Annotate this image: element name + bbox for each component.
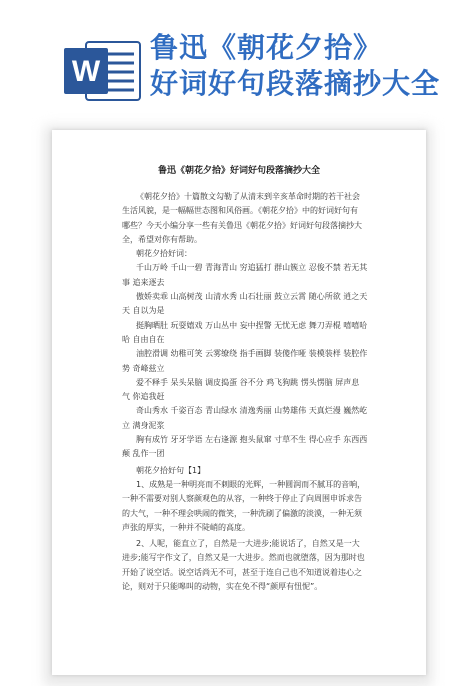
body-line: 的大气，一种不理会哄闹的微笑，一种洗刷了偏激的淡漠，一种无须	[122, 508, 362, 518]
body-line: 挺胸晒肚 玩耍嬉戏 万山丛中 妄中捏警 无忧无虑 舞刀弄棍 嘻嘻哈	[136, 320, 368, 330]
body-line: 奇山秀水 千姿百态 青山绿水 清逸秀丽 山势雄伟 天真烂漫 巍然屹	[136, 406, 368, 416]
logo-letter: W	[71, 55, 101, 88]
body-line: 朝花夕拾好词：	[136, 249, 192, 259]
document-page	[52, 130, 426, 675]
body-line: 哈 自由自在	[122, 334, 165, 344]
body-line: 千山万岭 千山一碧 青海青山 穷追猛打 群山簇立 忍俊不禁 若无其	[136, 263, 368, 273]
body-line: 声张的厚实，一种并不陡峭的高度。	[122, 522, 250, 532]
body-line: 全，希望对你有帮助。	[122, 234, 202, 244]
body-line: 爱不释手 呆头呆脑 调皮捣蛋 谷不分 鸡飞狗跳 愣头愣脑 屏声息	[136, 377, 360, 387]
section-heading: 朝花夕拾好句【1】	[136, 465, 206, 475]
page-title-line-1: 鲁迅《朝花夕拾》	[150, 31, 383, 64]
page-title-line-2: 好词好句段落摘抄大全	[150, 67, 441, 100]
body-line: 天 自以为是	[122, 306, 165, 316]
body-line: 论，则对于只能嗥叫的动物，实在免不得“颜厚有忸怩”。	[122, 582, 323, 592]
body-line: 开始了说空话。说空话尚无不可，甚至于连自己也不知道说着违心之	[122, 567, 362, 577]
body-line: 进步;能写字作文了，自然又是一大进步。然而也就堕落，因为那时也	[122, 553, 365, 563]
body-line: 胸有成竹 牙牙学语 左右逢源 抱头鼠窜 寸草不生 得心应手 东西西	[136, 435, 368, 445]
body-line: 立 满身泥浆	[122, 420, 165, 430]
header-banner	[0, 0, 474, 130]
body-line: 气 你追我赶	[122, 392, 165, 402]
body-line: 哪些？今天小编分享一些有关鲁迅《朝花夕拾》好词好句段落摘抄大	[122, 220, 362, 230]
body-line: 2、人呢，能直立了，自然是一大进步;能说话了，自然又是一大	[136, 539, 360, 549]
document-body	[122, 190, 426, 594]
word-document-icon	[62, 38, 142, 104]
document-title: 鲁迅《朝花夕拾》好词好句段落摘抄大全	[157, 166, 320, 176]
body-line: 1、成熟是一种明亮而不刺眼的光辉，一种圆润而不腻耳的音响，	[136, 479, 366, 489]
body-line: 势 奇峰兹立	[122, 363, 165, 373]
body-line: 油腔滑调 幼稚可笑 云雾缭绕 指手画脚 装傻作哑 装模装样 装腔作	[136, 349, 368, 359]
body-line: 一种不需要对别人察颜观色的从容，一种终于停止了向周围申诉求告	[122, 494, 362, 504]
body-line: 生活风貌，是一幅幅世态图和风俗画。《朝花夕拾》中的好词好句有	[122, 206, 358, 216]
page-title	[150, 30, 470, 102]
body-line: 傲娇卖乖 山高树茂 山清水秀 山石壮丽 鼓立云霄 随心所欲 逍之天	[136, 292, 368, 302]
body-line: 《朝花夕拾》十篇散文勾勒了从清末到辛亥革命时期的若干社会	[136, 192, 360, 201]
body-line: 事 追来逐去	[122, 277, 165, 287]
body-line: 颠 乱作一团	[122, 449, 165, 459]
